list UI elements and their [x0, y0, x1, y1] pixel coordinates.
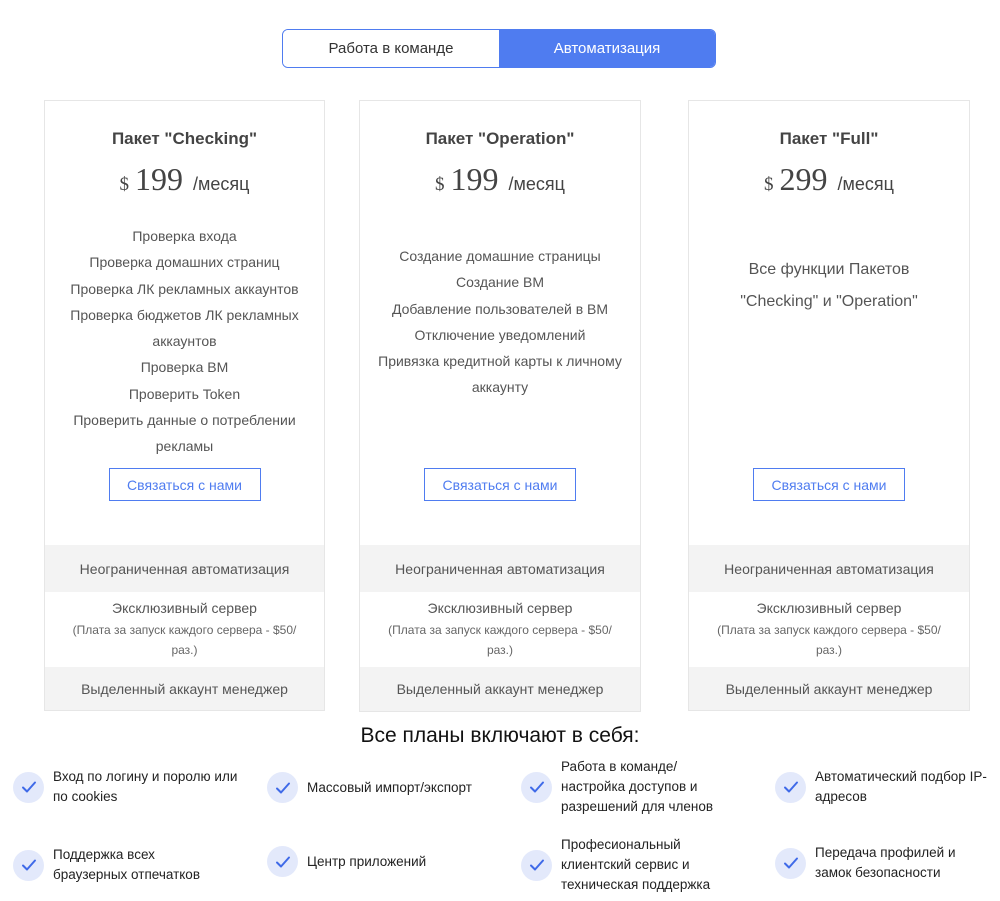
- price-amount: 199: [135, 161, 184, 197]
- price-amount: 299: [779, 161, 828, 197]
- plan-price: [45, 161, 324, 198]
- price-period: /месяц: [508, 174, 565, 194]
- tab-automation[interactable]: Автоматизация: [499, 30, 715, 67]
- include-item: [267, 846, 497, 877]
- include-label: Професиональный клиентский сервис и техническая поддержка: [561, 837, 711, 892]
- plan-card-checking: [44, 100, 325, 711]
- plan-card-full: [688, 100, 970, 711]
- tab-team[interactable]: Работа в команде: [283, 30, 499, 67]
- feature-item: аккаунту: [471, 379, 529, 396]
- row-label: Выделенный аккаунт менеджер: [396, 681, 604, 697]
- account-manager-row: [360, 667, 640, 711]
- include-item: [521, 757, 731, 817]
- feature-item: Все функции Пакетов: [748, 261, 910, 278]
- feature-item: Создание ВМ: [455, 274, 545, 291]
- feature-list: [689, 254, 969, 318]
- checkmark-icon: [775, 772, 806, 803]
- exclusive-server-row: [689, 592, 969, 667]
- feature-item: Добавление пользователей в ВМ: [391, 300, 609, 317]
- checkmark-icon: [13, 850, 44, 881]
- feature-item: Проверка домашних страниц: [89, 254, 280, 271]
- price-period: /месяц: [193, 174, 250, 194]
- unlimited-automation-row: [45, 545, 324, 592]
- contact-us-button[interactable]: Связаться с нами: [753, 468, 905, 501]
- include-label: Автоматический подбор IP-адресов: [815, 769, 987, 804]
- include-item: [267, 772, 497, 803]
- feature-item: Проверить данные о потреблении рекламы: [73, 412, 296, 455]
- price-currency: $: [119, 174, 130, 195]
- server-fee-note: (Плата за запуск каждого сервера - $50/раз.): [388, 622, 612, 657]
- contact-us-button[interactable]: Связаться с нами: [424, 468, 576, 501]
- feature-item: Отключение уведомлений: [414, 326, 586, 343]
- feature-item: "Checking" и "Operation": [740, 293, 918, 310]
- row-label: Эксклюзивный сервер: [112, 599, 257, 616]
- price-currency: $: [764, 174, 774, 195]
- checkmark-icon: [267, 846, 298, 877]
- plan-price: [360, 161, 640, 198]
- row-label: Неограниченная автоматизация: [724, 560, 934, 577]
- plan-card-operation: [359, 100, 641, 712]
- server-fee-note: (Плата за запуск каждого сервера - $50/раз.): [72, 622, 297, 657]
- checkmark-icon: [13, 772, 44, 803]
- row-label: Неограниченная автоматизация: [395, 560, 605, 577]
- include-label: Массовый импорт/экспорт: [307, 779, 472, 795]
- include-label: Передача профилей и замок безопасности: [815, 845, 956, 880]
- account-manager-row: [689, 667, 969, 710]
- feature-item: Привязка кредитной карты к личному: [378, 353, 622, 370]
- unlimited-automation-row: [689, 545, 969, 592]
- include-label: Центр приложений: [307, 853, 427, 869]
- include-item: [775, 843, 975, 883]
- checkmark-icon: [521, 850, 552, 881]
- plan-title: Пакет "Checking": [111, 129, 258, 148]
- price-period: /месяц: [837, 174, 894, 194]
- feature-item: Проверка ЛК рекламных аккаунтов: [70, 280, 299, 297]
- feature-item: Создание домашние страницы: [399, 248, 601, 264]
- plan-tabs: [282, 29, 716, 68]
- include-item: [521, 835, 731, 895]
- exclusive-server-row: [45, 592, 324, 667]
- include-label: Работа в команде/ настройка доступов и разрешений для членов: [561, 759, 714, 814]
- row-label: Выделенный аккаунт менеджер: [725, 680, 933, 697]
- include-label: Вход по логину и поролю или по cookies: [53, 769, 238, 804]
- feature-list: [360, 243, 640, 401]
- server-fee-note: (Плата за запуск каждого сервера - $50/раз.): [717, 622, 941, 657]
- include-item: [775, 767, 990, 807]
- plan-price: [689, 161, 969, 198]
- feature-list: [45, 223, 324, 460]
- feature-item: Проверить Token: [128, 385, 241, 402]
- feature-item: Проверка ВМ: [140, 359, 229, 376]
- feature-item: аккаунтов: [152, 333, 217, 350]
- row-label: Выделенный аккаунт менеджер: [81, 680, 288, 697]
- exclusive-server-row: [360, 592, 640, 667]
- account-manager-row: [45, 667, 324, 710]
- price-amount: 199: [450, 161, 499, 197]
- row-label: Эксклюзивный сервер: [427, 599, 573, 616]
- feature-item: Проверка входа: [132, 228, 237, 244]
- include-label: Поддержка всех браузерных отпечатков: [53, 847, 200, 882]
- includes-title: Все планы включают в себя:: [360, 724, 640, 747]
- plan-title: Пакет "Full": [779, 129, 879, 148]
- include-item: [13, 767, 243, 807]
- plan-title: Пакет "Operation": [425, 129, 575, 148]
- row-label: Неограниченная автоматизация: [79, 560, 290, 577]
- row-label: Эксклюзивный сервер: [756, 599, 902, 616]
- checkmark-icon: [775, 848, 806, 879]
- contact-us-button[interactable]: Связаться с нами: [109, 468, 261, 501]
- price-currency: $: [435, 174, 445, 195]
- checkmark-icon: [267, 772, 298, 803]
- feature-item: Проверка бюджетов ЛК рекламных: [70, 306, 299, 323]
- include-item: [13, 845, 223, 885]
- checkmark-icon: [521, 772, 552, 803]
- unlimited-automation-row: [360, 545, 640, 592]
